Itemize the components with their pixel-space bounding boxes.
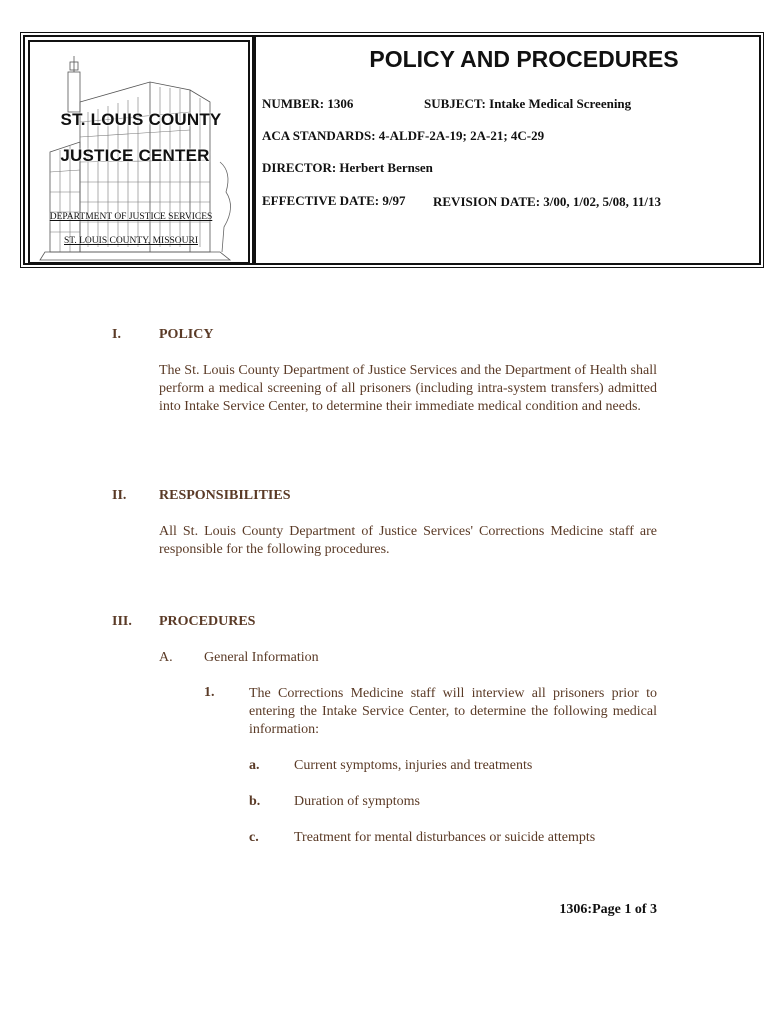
revision-date: REVISION DATE: 3/00, 1/02, 5/08, 11/13 [433, 194, 662, 209]
logo-line-location: ST. LOUIS COUNTY, MISSOURI [64, 236, 198, 246]
page-title: POLICY AND PROCEDURES [369, 46, 679, 72]
policy-subject: SUBJECT: Intake Medical Screening [424, 96, 632, 111]
list-item-letter: c. [249, 830, 259, 845]
list-item-text: Current symptoms, injuries and treatments [294, 758, 533, 773]
item-text: The Corrections Medicine staff will interview all prisoners prior to entering the Intake Service Center, to determine the following medical information: [249, 686, 657, 737]
section-title-policy: POLICY [159, 327, 214, 342]
section-title-procedures: PROCEDURES [159, 614, 256, 629]
section-number-policy: I. [112, 327, 121, 342]
section-number-responsibilities: II. [112, 488, 127, 503]
subsection-title: General Information [204, 650, 319, 665]
list-item-text: Duration of symptoms [294, 794, 420, 809]
logo-line-justice-center: JUSTICE CENTER [60, 146, 210, 165]
section-number-procedures: III. [112, 614, 132, 629]
logo-line-county: ST. LOUIS COUNTY [60, 110, 222, 129]
logo-line-department: DEPARTMENT OF JUSTICE SERVICES [49, 212, 213, 222]
header-box [20, 32, 764, 268]
policy-number: NUMBER: 1306 [262, 96, 354, 111]
effective-date: EFFECTIVE DATE: 9/97 [262, 193, 406, 208]
header-divider [252, 36, 256, 264]
director: DIRECTOR: Herbert Bernsen [262, 160, 433, 175]
list-item-text: Treatment for mental disturbances or suicide attempts [294, 830, 596, 845]
page-number: 1306:Page 1 of 3 [559, 902, 657, 917]
subsection-letter: A. [159, 650, 173, 665]
list-item-letter: a. [249, 758, 260, 773]
policy-text: The St. Louis County Department of Justice Services and the Department of Health shall perform a medical screening of all prisoners (including intra-system transfers) admitted into Intake Service Center, to determine their immediate medical condition and needs. [159, 363, 657, 414]
logo [28, 40, 250, 264]
item-number: 1. [204, 685, 215, 700]
aca-standards: ACA STANDARDS: 4-ALDF-2A-19; 2A-21; 4C-29 [262, 128, 545, 143]
responsibilities-text: All St. Louis County Department of Justice Services' Corrections Medicine staff are responsible for the following procedures. [159, 524, 657, 557]
section-title-responsibilities: RESPONSIBILITIES [159, 488, 291, 503]
list-item-letter: b. [249, 794, 261, 809]
